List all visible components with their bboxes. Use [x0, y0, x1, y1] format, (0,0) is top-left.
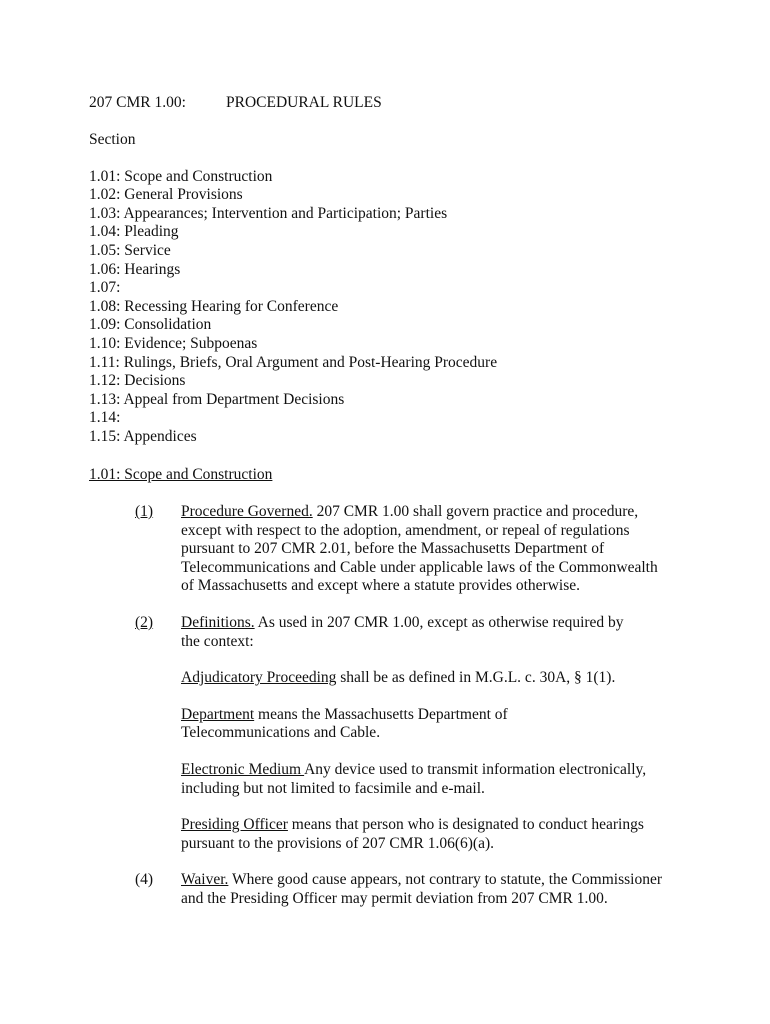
toc-item: 1.07: [89, 279, 121, 297]
paragraph-line: Where good cause appears, not contrary to statute, the Commissioner [228, 871, 662, 889]
paragraph-number: (1) [135, 503, 154, 521]
document-header [89, 94, 689, 113]
toc-item: 1.02: General Provisions [89, 186, 243, 204]
definition-presiding-officer [181, 816, 661, 853]
paragraph-waiver [89, 871, 689, 908]
paragraph-line: As used in 207 CMR 1.00, except as otherwise required by [254, 614, 624, 632]
paragraph-title: Procedure Governed. [181, 503, 313, 521]
paragraph-body [181, 871, 681, 908]
toc-item: 1.04: Pleading [89, 223, 179, 241]
paragraph-line: the context: [181, 632, 254, 650]
paragraph-body [181, 503, 681, 596]
paragraph-line: of Massachusetts and except where a statute provides otherwise. [181, 577, 580, 595]
paragraph-title: Waiver. [181, 871, 229, 889]
definition-text: means that person who is designated to conduct hearings [287, 816, 644, 834]
definition-text: including but not limited to facsimile and e-mail. [181, 779, 485, 797]
toc-item: 1.10: Evidence; Subpoenas [89, 334, 258, 352]
paragraph-body [181, 614, 681, 651]
regulation-number: 207 CMR 1.00: [89, 94, 186, 111]
section-label: Section [89, 131, 136, 148]
toc-item: 1.14: [89, 409, 121, 427]
definition-text: Telecommunications and Cable. [181, 724, 381, 742]
toc-item: 1.05: Service [89, 241, 171, 259]
definition-term: Presiding Officer [181, 816, 288, 834]
toc-item: 1.11: Rulings, Briefs, Oral Argument and Post-Hearing Procedure [89, 353, 498, 371]
definition-text: Any device used to transmit information electronically, [304, 761, 647, 779]
paragraph-definitions [89, 614, 689, 651]
definition-term: Electronic Medium [181, 761, 305, 779]
paragraph-line: and the Presiding Officer may permit deviation from 207 CMR 1.00. [181, 890, 608, 907]
paragraph-number: (2) [135, 614, 154, 632]
paragraph-line: except with respect to the adoption, amendment, or repeal of regulations [181, 521, 630, 539]
definition-text: means the Massachusetts Department of [254, 705, 508, 723]
definition-term: Department [181, 705, 255, 723]
paragraph-procedure-governed [89, 503, 689, 596]
definition-term: Adjudicatory Proceeding [181, 669, 337, 687]
toc-item: 1.12: Decisions [89, 372, 186, 390]
section-heading: 1.01: Scope and Construction [89, 465, 273, 483]
toc-item: 1.06: Hearings [89, 260, 181, 278]
table-of-contents [89, 168, 689, 447]
definition-electronic-medium [181, 761, 661, 798]
paragraph-line: Telecommunications and Cable under applicable laws of the Commonwealth [181, 558, 658, 576]
definition-text: shall be as defined in M.G.L. c. 30A, § 1(1). [336, 669, 616, 687]
toc-item: 1.01: Scope and Construction [89, 167, 273, 185]
definition-adjudicatory-proceeding [181, 669, 661, 688]
toc-item: 1.08: Recessing Hearing for Conference [89, 297, 339, 315]
definition-department [181, 706, 661, 743]
toc-item: 1.15: Appendices [89, 427, 197, 445]
paragraph-number: (4) [135, 871, 154, 889]
toc-item: 1.09: Consolidation [89, 316, 212, 334]
paragraph-line: pursuant to 207 CMR 2.01, before the Massachusetts Department of [181, 540, 605, 558]
paragraph-line: 207 CMR 1.00 shall govern practice and procedure, [312, 503, 639, 521]
document-page [89, 94, 689, 909]
toc-item: 1.13: Appeal from Department Decisions [89, 390, 345, 408]
toc-item: 1.03: Appearances; Intervention and Participation; Parties [89, 204, 448, 222]
paragraph-title: Definitions. [181, 614, 255, 632]
definition-text: pursuant to the provisions of 207 CMR 1.06(6)(a). [181, 834, 494, 852]
regulation-title: PROCEDURAL RULES [226, 94, 382, 111]
